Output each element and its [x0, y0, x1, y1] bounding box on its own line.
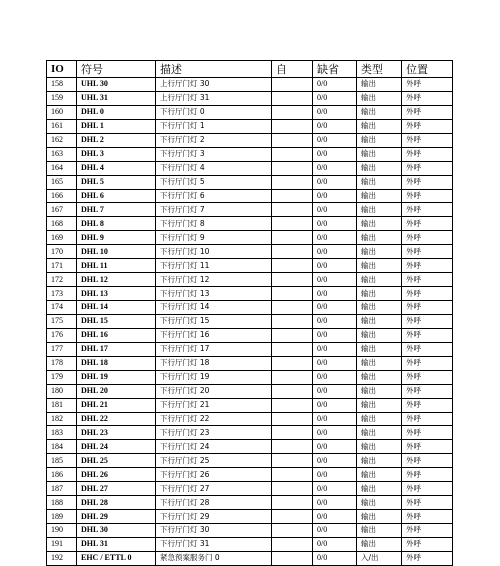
io-cell: 174 [47, 301, 77, 315]
table-row [47, 468, 453, 482]
io-cell: 188 [47, 496, 77, 510]
io-cell: 171 [47, 259, 77, 273]
position-cell: 外呼 [402, 551, 453, 565]
self-cell [272, 314, 313, 328]
io-cell: 162 [47, 133, 77, 147]
self-cell [272, 328, 313, 342]
column-header-position: 位置 [402, 61, 453, 78]
description-cell: 下行厅门灯 1 [156, 119, 272, 133]
default-cell: 0/0 [313, 217, 357, 231]
table-row [47, 412, 453, 426]
description-cell: 下行厅门灯 27 [156, 482, 272, 496]
io-cell: 179 [47, 370, 77, 384]
type-cell: 输出 [357, 217, 402, 231]
position-cell: 外呼 [402, 287, 453, 301]
default-cell: 0/0 [313, 412, 357, 426]
table-row [47, 147, 453, 161]
self-cell [272, 454, 313, 468]
table-row [47, 231, 453, 245]
position-cell: 外呼 [402, 440, 453, 454]
self-cell [272, 468, 313, 482]
table-row [47, 273, 453, 287]
position-cell: 外呼 [402, 273, 453, 287]
type-cell: 输出 [357, 259, 402, 273]
symbol-cell: DHL 31 [77, 537, 156, 551]
type-cell: 输出 [357, 412, 402, 426]
io-cell: 165 [47, 175, 77, 189]
description-cell: 紧急预案服务门 0 [156, 551, 272, 565]
position-cell: 外呼 [402, 259, 453, 273]
position-cell: 外呼 [402, 482, 453, 496]
io-cell: 173 [47, 287, 77, 301]
description-cell: 下行厅门灯 0 [156, 105, 272, 119]
symbol-cell: DHL 20 [77, 384, 156, 398]
symbol-cell: DHL 1 [77, 119, 156, 133]
position-cell: 外呼 [402, 231, 453, 245]
description-cell: 下行厅门灯 7 [156, 203, 272, 217]
io-cell: 183 [47, 426, 77, 440]
io-cell: 164 [47, 161, 77, 175]
table-row [47, 217, 453, 231]
description-cell: 下行厅门灯 16 [156, 328, 272, 342]
type-cell: 输出 [357, 384, 402, 398]
io-cell: 187 [47, 482, 77, 496]
io-cell: 172 [47, 273, 77, 287]
default-cell: 0/0 [313, 301, 357, 315]
position-cell: 外呼 [402, 342, 453, 356]
self-cell [272, 537, 313, 551]
description-cell: 下行厅门灯 24 [156, 440, 272, 454]
table-row [47, 259, 453, 273]
symbol-cell: DHL 5 [77, 175, 156, 189]
default-cell: 0/0 [313, 524, 357, 538]
symbol-cell: DHL 17 [77, 342, 156, 356]
symbol-cell: UHL 31 [77, 91, 156, 105]
default-cell: 0/0 [313, 356, 357, 370]
column-header-default: 缺省 [313, 61, 357, 78]
self-cell [272, 217, 313, 231]
description-cell: 下行厅门灯 19 [156, 370, 272, 384]
position-cell: 外呼 [402, 468, 453, 482]
position-cell: 外呼 [402, 328, 453, 342]
description-cell: 下行厅门灯 28 [156, 496, 272, 510]
table-row [47, 440, 453, 454]
table-row [47, 454, 453, 468]
symbol-cell: DHL 14 [77, 301, 156, 315]
self-cell [272, 524, 313, 538]
self-cell [272, 105, 313, 119]
table-row [47, 91, 453, 105]
io-cell: 166 [47, 189, 77, 203]
description-cell: 下行厅门灯 14 [156, 301, 272, 315]
type-cell: 输出 [357, 537, 402, 551]
position-cell: 外呼 [402, 189, 453, 203]
self-cell [272, 147, 313, 161]
type-cell: 输出 [357, 287, 402, 301]
table-row [47, 203, 453, 217]
default-cell: 0/0 [313, 482, 357, 496]
io-cell: 170 [47, 245, 77, 259]
position-cell: 外呼 [402, 91, 453, 105]
type-cell: 输出 [357, 91, 402, 105]
description-cell: 下行厅门灯 11 [156, 259, 272, 273]
type-cell: 输出 [357, 356, 402, 370]
default-cell: 0/0 [313, 147, 357, 161]
io-cell: 178 [47, 356, 77, 370]
self-cell [272, 426, 313, 440]
io-table [46, 60, 453, 566]
default-cell: 0/0 [313, 91, 357, 105]
default-cell: 0/0 [313, 440, 357, 454]
position-cell: 外呼 [402, 426, 453, 440]
table-row [47, 524, 453, 538]
self-cell [272, 342, 313, 356]
table-row [47, 370, 453, 384]
self-cell [272, 273, 313, 287]
symbol-cell: DHL 8 [77, 217, 156, 231]
io-cell: 161 [47, 119, 77, 133]
position-cell: 外呼 [402, 147, 453, 161]
default-cell: 0/0 [313, 496, 357, 510]
io-cell: 168 [47, 217, 77, 231]
self-cell [272, 161, 313, 175]
description-cell: 上行厅门灯 31 [156, 91, 272, 105]
position-cell: 外呼 [402, 301, 453, 315]
self-cell [272, 398, 313, 412]
description-cell: 下行厅门灯 2 [156, 133, 272, 147]
description-cell: 下行厅门灯 4 [156, 161, 272, 175]
table-row [47, 496, 453, 510]
description-cell: 下行厅门灯 6 [156, 189, 272, 203]
type-cell: 输出 [357, 231, 402, 245]
self-cell [272, 551, 313, 565]
self-cell [272, 245, 313, 259]
type-cell: 输出 [357, 440, 402, 454]
self-cell [272, 189, 313, 203]
default-cell: 0/0 [313, 78, 357, 92]
symbol-cell: DHL 29 [77, 510, 156, 524]
description-cell: 下行厅门灯 31 [156, 537, 272, 551]
position-cell: 外呼 [402, 78, 453, 92]
io-cell: 190 [47, 524, 77, 538]
table-row [47, 384, 453, 398]
self-cell [272, 287, 313, 301]
position-cell: 外呼 [402, 203, 453, 217]
self-cell [272, 440, 313, 454]
default-cell: 0/0 [313, 384, 357, 398]
symbol-cell: DHL 30 [77, 524, 156, 538]
description-cell: 下行厅门灯 17 [156, 342, 272, 356]
type-cell: 输出 [357, 426, 402, 440]
symbol-cell: DHL 3 [77, 147, 156, 161]
table-row [47, 287, 453, 301]
default-cell: 0/0 [313, 468, 357, 482]
type-cell: 输出 [357, 370, 402, 384]
table-row [47, 175, 453, 189]
description-cell: 下行厅门灯 20 [156, 384, 272, 398]
table-row [47, 342, 453, 356]
symbol-cell: DHL 28 [77, 496, 156, 510]
symbol-cell: EHC / ETTL 0 [77, 551, 156, 565]
default-cell: 0/0 [313, 231, 357, 245]
position-cell: 外呼 [402, 370, 453, 384]
table-row [47, 328, 453, 342]
symbol-cell: DHL 9 [77, 231, 156, 245]
symbol-cell: DHL 4 [77, 161, 156, 175]
default-cell: 0/0 [313, 510, 357, 524]
table-body [47, 78, 453, 566]
position-cell: 外呼 [402, 105, 453, 119]
symbol-cell: DHL 22 [77, 412, 156, 426]
table-row [47, 161, 453, 175]
description-cell: 下行厅门灯 29 [156, 510, 272, 524]
symbol-cell: DHL 24 [77, 440, 156, 454]
io-cell: 181 [47, 398, 77, 412]
default-cell: 0/0 [313, 287, 357, 301]
default-cell: 0/0 [313, 398, 357, 412]
description-cell: 下行厅门灯 30 [156, 524, 272, 538]
default-cell: 0/0 [313, 189, 357, 203]
default-cell: 0/0 [313, 273, 357, 287]
position-cell: 外呼 [402, 537, 453, 551]
type-cell: 输出 [357, 314, 402, 328]
io-cell: 189 [47, 510, 77, 524]
io-cell: 191 [47, 537, 77, 551]
table-row [47, 482, 453, 496]
column-header-symbol: 符号 [77, 61, 156, 78]
position-cell: 外呼 [402, 524, 453, 538]
symbol-cell: DHL 19 [77, 370, 156, 384]
symbol-cell: DHL 15 [77, 314, 156, 328]
type-cell: 输出 [357, 105, 402, 119]
symbol-cell: DHL 21 [77, 398, 156, 412]
io-cell: 180 [47, 384, 77, 398]
io-cell: 176 [47, 328, 77, 342]
position-cell: 外呼 [402, 161, 453, 175]
default-cell: 0/0 [313, 454, 357, 468]
io-cell: 163 [47, 147, 77, 161]
description-cell: 下行厅门灯 22 [156, 412, 272, 426]
description-cell: 下行厅门灯 18 [156, 356, 272, 370]
description-cell: 下行厅门灯 23 [156, 426, 272, 440]
table-header-row [47, 61, 453, 78]
self-cell [272, 119, 313, 133]
description-cell: 下行厅门灯 5 [156, 175, 272, 189]
symbol-cell: DHL 27 [77, 482, 156, 496]
symbol-cell: DHL 16 [77, 328, 156, 342]
self-cell [272, 203, 313, 217]
symbol-cell: DHL 12 [77, 273, 156, 287]
description-cell: 上行厅门灯 30 [156, 78, 272, 92]
position-cell: 外呼 [402, 217, 453, 231]
io-cell: 160 [47, 105, 77, 119]
self-cell [272, 482, 313, 496]
table-row [47, 301, 453, 315]
type-cell: 输出 [357, 496, 402, 510]
symbol-cell: DHL 23 [77, 426, 156, 440]
table-row [47, 245, 453, 259]
type-cell: 入/出 [357, 551, 402, 565]
default-cell: 0/0 [313, 426, 357, 440]
position-cell: 外呼 [402, 245, 453, 259]
table-row [47, 398, 453, 412]
type-cell: 输出 [357, 482, 402, 496]
position-cell: 外呼 [402, 133, 453, 147]
default-cell: 0/0 [313, 259, 357, 273]
table-row [47, 314, 453, 328]
self-cell [272, 78, 313, 92]
symbol-cell: DHL 26 [77, 468, 156, 482]
symbol-cell: DHL 25 [77, 454, 156, 468]
description-cell: 下行厅门灯 12 [156, 273, 272, 287]
type-cell: 输出 [357, 454, 402, 468]
table-row [47, 510, 453, 524]
io-cell: 159 [47, 91, 77, 105]
type-cell: 输出 [357, 510, 402, 524]
self-cell [272, 356, 313, 370]
symbol-cell: DHL 18 [77, 356, 156, 370]
symbol-cell: DHL 11 [77, 259, 156, 273]
column-header-description: 描述 [156, 61, 272, 78]
io-cell: 167 [47, 203, 77, 217]
io-cell: 182 [47, 412, 77, 426]
type-cell: 输出 [357, 119, 402, 133]
type-cell: 输出 [357, 245, 402, 259]
default-cell: 0/0 [313, 314, 357, 328]
self-cell [272, 231, 313, 245]
type-cell: 输出 [357, 468, 402, 482]
symbol-cell: DHL 2 [77, 133, 156, 147]
description-cell: 下行厅门灯 13 [156, 287, 272, 301]
table-row [47, 551, 453, 565]
self-cell [272, 301, 313, 315]
self-cell [272, 370, 313, 384]
type-cell: 输出 [357, 78, 402, 92]
default-cell: 0/0 [313, 119, 357, 133]
symbol-cell: UHL 30 [77, 78, 156, 92]
type-cell: 输出 [357, 301, 402, 315]
symbol-cell: DHL 6 [77, 189, 156, 203]
default-cell: 0/0 [313, 161, 357, 175]
column-header-self: 自 [272, 61, 313, 78]
default-cell: 0/0 [313, 245, 357, 259]
description-cell: 下行厅门灯 8 [156, 217, 272, 231]
default-cell: 0/0 [313, 370, 357, 384]
default-cell: 0/0 [313, 105, 357, 119]
self-cell [272, 412, 313, 426]
description-cell: 下行厅门灯 21 [156, 398, 272, 412]
self-cell [272, 384, 313, 398]
description-cell: 下行厅门灯 26 [156, 468, 272, 482]
position-cell: 外呼 [402, 119, 453, 133]
default-cell: 0/0 [313, 175, 357, 189]
position-cell: 外呼 [402, 175, 453, 189]
position-cell: 外呼 [402, 384, 453, 398]
io-cell: 177 [47, 342, 77, 356]
type-cell: 输出 [357, 203, 402, 217]
symbol-cell: DHL 13 [77, 287, 156, 301]
default-cell: 0/0 [313, 537, 357, 551]
type-cell: 输出 [357, 328, 402, 342]
default-cell: 0/0 [313, 342, 357, 356]
table-row [47, 78, 453, 92]
position-cell: 外呼 [402, 510, 453, 524]
table-row [47, 133, 453, 147]
position-cell: 外呼 [402, 314, 453, 328]
description-cell: 下行厅门灯 3 [156, 147, 272, 161]
io-cell: 186 [47, 468, 77, 482]
io-cell: 184 [47, 440, 77, 454]
type-cell: 输出 [357, 342, 402, 356]
type-cell: 输出 [357, 147, 402, 161]
table-row [47, 537, 453, 551]
position-cell: 外呼 [402, 412, 453, 426]
position-cell: 外呼 [402, 398, 453, 412]
self-cell [272, 175, 313, 189]
default-cell: 0/0 [313, 551, 357, 565]
table-row [47, 426, 453, 440]
default-cell: 0/0 [313, 133, 357, 147]
symbol-cell: DHL 7 [77, 203, 156, 217]
default-cell: 0/0 [313, 328, 357, 342]
position-cell: 外呼 [402, 356, 453, 370]
table-row [47, 189, 453, 203]
column-header-io: IO [47, 61, 77, 78]
type-cell: 输出 [357, 273, 402, 287]
description-cell: 下行厅门灯 10 [156, 245, 272, 259]
self-cell [272, 510, 313, 524]
self-cell [272, 91, 313, 105]
table-row [47, 119, 453, 133]
io-cell: 175 [47, 314, 77, 328]
column-header-type: 类型 [357, 61, 402, 78]
type-cell: 输出 [357, 161, 402, 175]
table-row [47, 356, 453, 370]
description-cell: 下行厅门灯 25 [156, 454, 272, 468]
description-cell: 下行厅门灯 15 [156, 314, 272, 328]
position-cell: 外呼 [402, 454, 453, 468]
type-cell: 输出 [357, 175, 402, 189]
self-cell [272, 496, 313, 510]
io-cell: 185 [47, 454, 77, 468]
position-cell: 外呼 [402, 496, 453, 510]
io-cell: 158 [47, 78, 77, 92]
type-cell: 输出 [357, 133, 402, 147]
symbol-cell: DHL 0 [77, 105, 156, 119]
table-row [47, 105, 453, 119]
type-cell: 输出 [357, 398, 402, 412]
default-cell: 0/0 [313, 203, 357, 217]
io-cell: 169 [47, 231, 77, 245]
io-cell: 192 [47, 551, 77, 565]
type-cell: 输出 [357, 524, 402, 538]
symbol-cell: DHL 10 [77, 245, 156, 259]
self-cell [272, 133, 313, 147]
description-cell: 下行厅门灯 9 [156, 231, 272, 245]
type-cell: 输出 [357, 189, 402, 203]
self-cell [272, 259, 313, 273]
